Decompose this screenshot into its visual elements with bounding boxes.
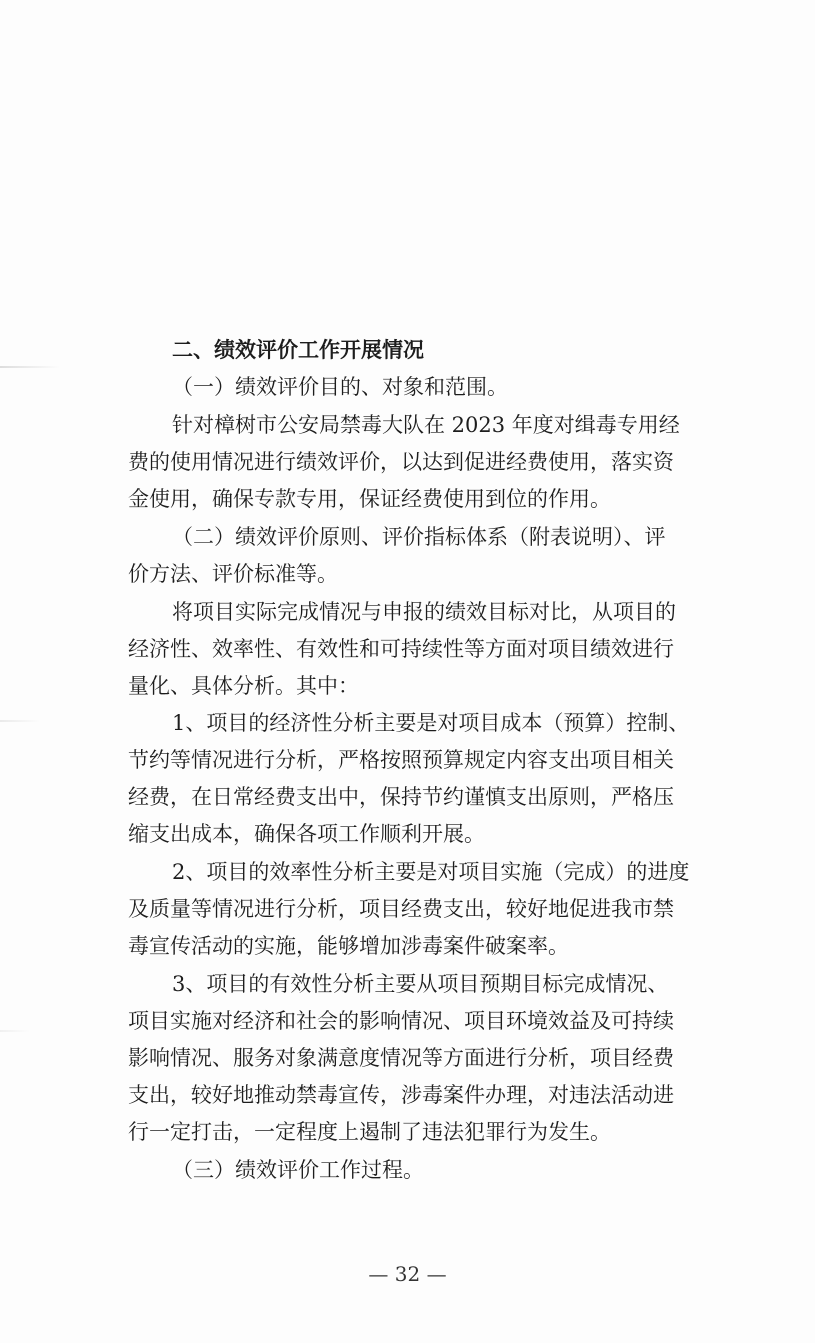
subsection-title-3: （三）绩效评价工作过程。 xyxy=(172,1158,424,1182)
scan-artifact xyxy=(0,366,60,368)
page-number: — 32 — xyxy=(368,1262,447,1286)
list-item-line: 2、项目的效率性分析主要是对项目实施（完成）的进度 xyxy=(172,860,690,884)
paragraph-line: 金使用，确保专款专用，保证经费使用到位的作用。 xyxy=(128,487,611,511)
paragraph-line: 将项目实际完成情况与申报的绩效目标对比，从项目的 xyxy=(172,600,676,624)
list-item-line: 1、项目的经济性分析主要是对项目成本（预算）控制、 xyxy=(172,711,690,735)
list-item-line: 影响情况、服务对象满意度情况等方面进行分析，项目经费 xyxy=(128,1046,674,1070)
list-item-line: 支出，较好地推动禁毒宣传，涉毒案件办理，对违法活动进 xyxy=(128,1083,674,1107)
paragraph-line: 费的使用情况进行绩效评价，以达到促进经费使用，落实资 xyxy=(128,450,674,474)
subsection-title-1: （一）绩效评价目的、对象和范围。 xyxy=(172,375,508,399)
scan-artifact xyxy=(0,1030,30,1032)
list-item-line: 项目实施对经济和社会的影响情况、项目环境效益及可持续 xyxy=(128,1009,674,1033)
list-item-line: 3、项目的有效性分析主要从项目预期目标完成情况、 xyxy=(172,972,669,996)
subsection-title-2-cont: 价方法、评价标准等。 xyxy=(128,562,338,586)
subsection-title-2: （二）绩效评价原则、评价指标体系（附表说明）、评 xyxy=(172,525,666,549)
list-item-line: 及质量等情况进行分析，项目经费支出，较好地促进我市禁 xyxy=(128,897,674,921)
paragraph-line: 量化、具体分析。其中： xyxy=(128,674,359,698)
scan-artifact xyxy=(0,720,40,722)
section-heading: 二、绩效评价工作开展情况 xyxy=(172,338,424,362)
list-item-line: 缩支出成本，确保各项工作顺利开展。 xyxy=(128,822,485,846)
list-item-line: 毒宣传活动的实施，能够增加涉毒案件破案率。 xyxy=(128,934,569,958)
list-item-line: 行一定打击，一定程度上遏制了违法犯罪行为发生。 xyxy=(128,1120,611,1144)
list-item-line: 节约等情况进行分析，严格按照预算规定内容支出项目相关 xyxy=(128,748,674,772)
paragraph-line: 针对樟树市公安局禁毒大队在 2023 年度对缉毒专用经 xyxy=(172,413,680,437)
list-item-line: 经费，在日常经费支出中，保持节约谨慎支出原则，严格压 xyxy=(128,785,674,809)
paragraph-line: 经济性、效率性、有效性和可持续性等方面对项目绩效进行 xyxy=(128,637,674,661)
